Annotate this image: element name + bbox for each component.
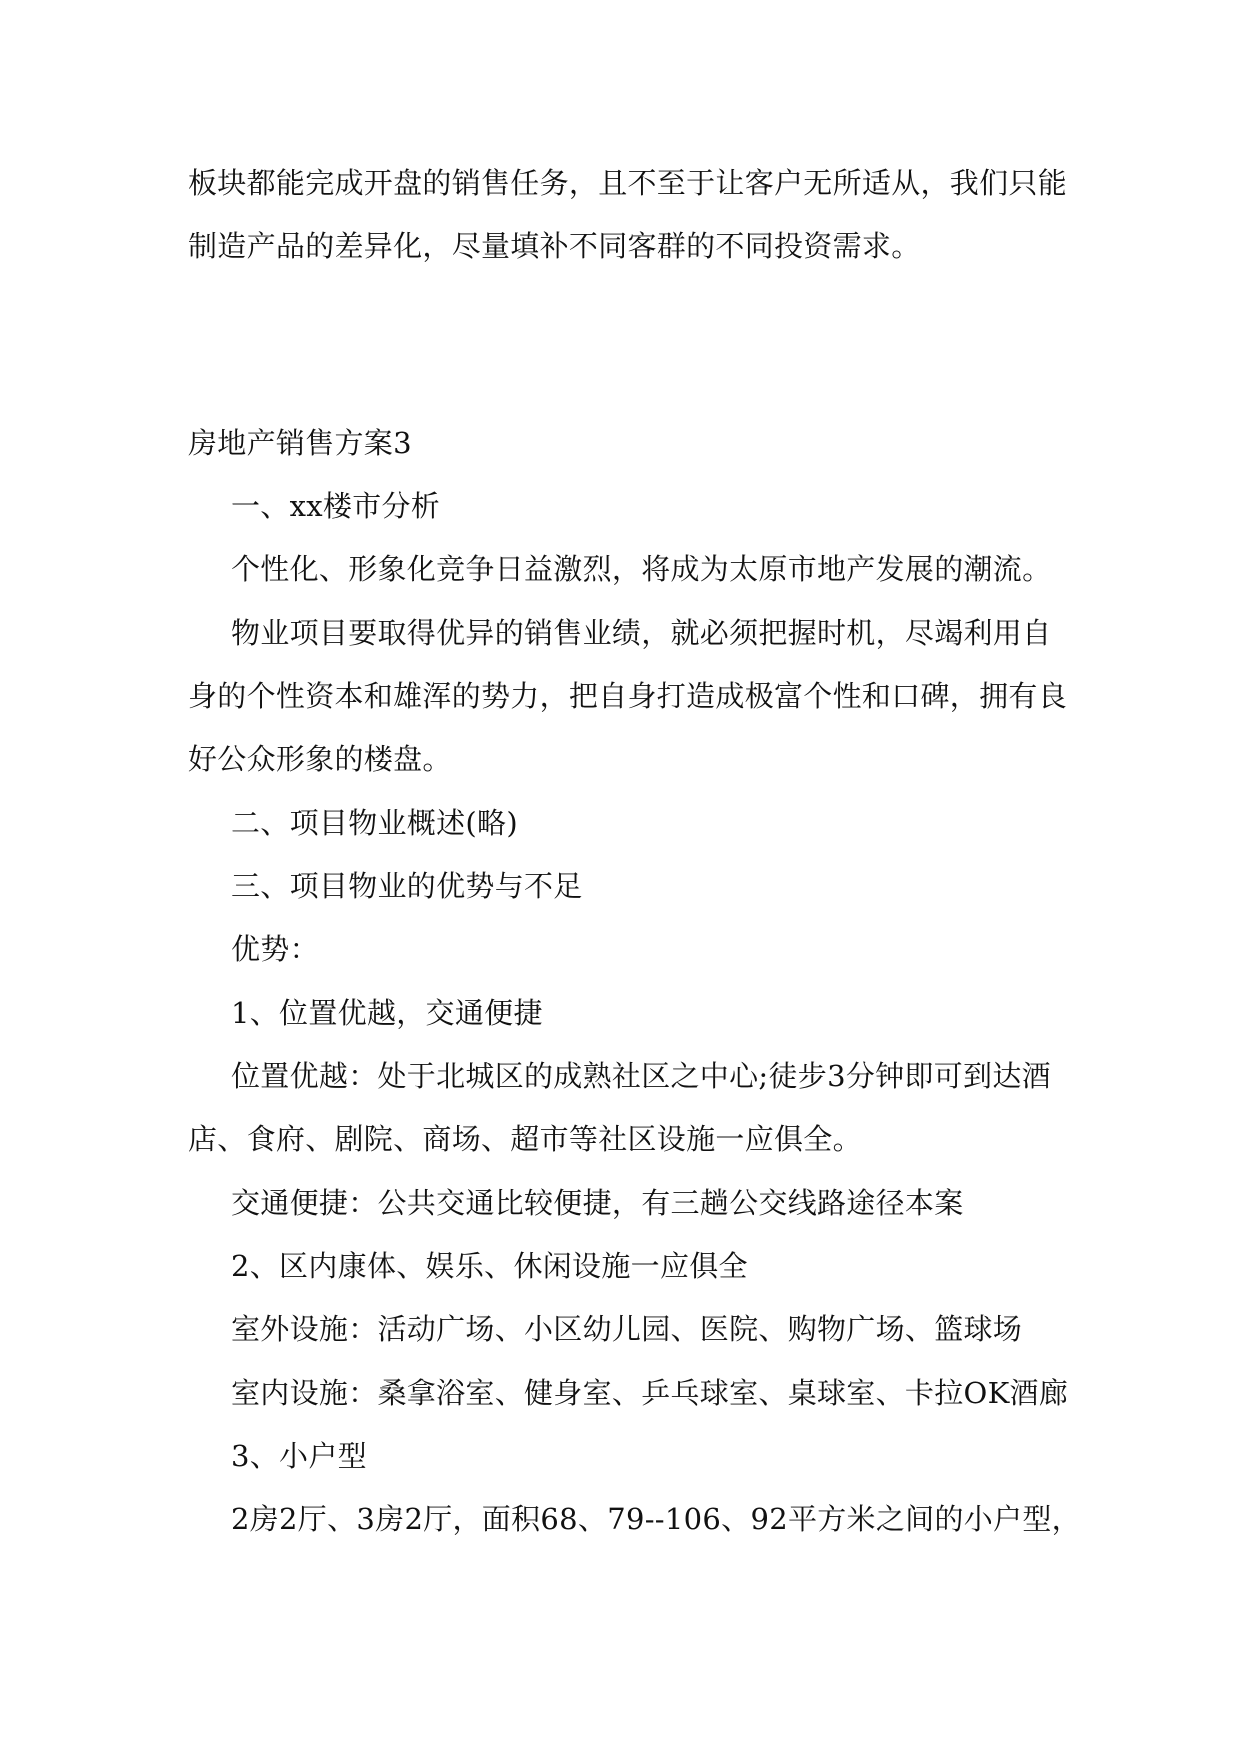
- paragraph-line: 室内设施：桑拿浴室、健身室、乒乓球室、桌球室、卡拉OK酒廊: [231, 1376, 1069, 1410]
- heading-overview: 二、项目物业概述(略): [231, 806, 518, 840]
- label-advantages: 优势：: [231, 932, 319, 966]
- section-title: 房地产销售方案3: [188, 426, 412, 460]
- paragraph-line: 板块都能完成开盘的销售任务，且不至于让客户无所适从，我们只能: [188, 166, 1068, 200]
- heading-pros-cons: 三、项目物业的优势与不足: [231, 869, 583, 903]
- paragraph-line: 2房2厅、3房2厅，面积68、79--106、92平方米之间的小户型，: [231, 1502, 1081, 1536]
- heading-market-analysis: 一、xx楼市分析: [231, 489, 441, 523]
- paragraph-line: 室外设施：活动广场、小区幼儿园、医院、购物广场、篮球场: [231, 1312, 1023, 1346]
- list-item: 2、区内康体、娱乐、休闲设施一应俱全: [231, 1249, 748, 1283]
- paragraph-line: 制造产品的差异化，尽量填补不同客群的不同投资需求。: [188, 229, 921, 263]
- paragraph-line: 位置优越：处于北城区的成熟社区之中心;徒步3分钟即可到达酒: [231, 1059, 1051, 1093]
- paragraph-line: 物业项目要取得优异的销售业绩，就必须把握时机，尽竭利用自: [231, 616, 1052, 650]
- list-item: 1、位置优越，交通便捷: [231, 996, 543, 1030]
- paragraph-line: 好公众形象的楼盘。: [188, 742, 452, 776]
- paragraph-line: 店、食府、剧院、商场、超市等社区设施一应俱全。: [188, 1122, 862, 1156]
- paragraph-line: 个性化、形象化竞争日益激烈，将成为太原市地产发展的潮流。: [231, 552, 1052, 586]
- paragraph-line: 交通便捷：公共交通比较便捷，有三趟公交线路途径本案: [231, 1186, 964, 1220]
- list-item: 3、小户型: [231, 1439, 367, 1473]
- paragraph-line: 身的个性资本和雄浑的势力，把自身打造成极富个性和口碑，拥有良: [188, 679, 1068, 713]
